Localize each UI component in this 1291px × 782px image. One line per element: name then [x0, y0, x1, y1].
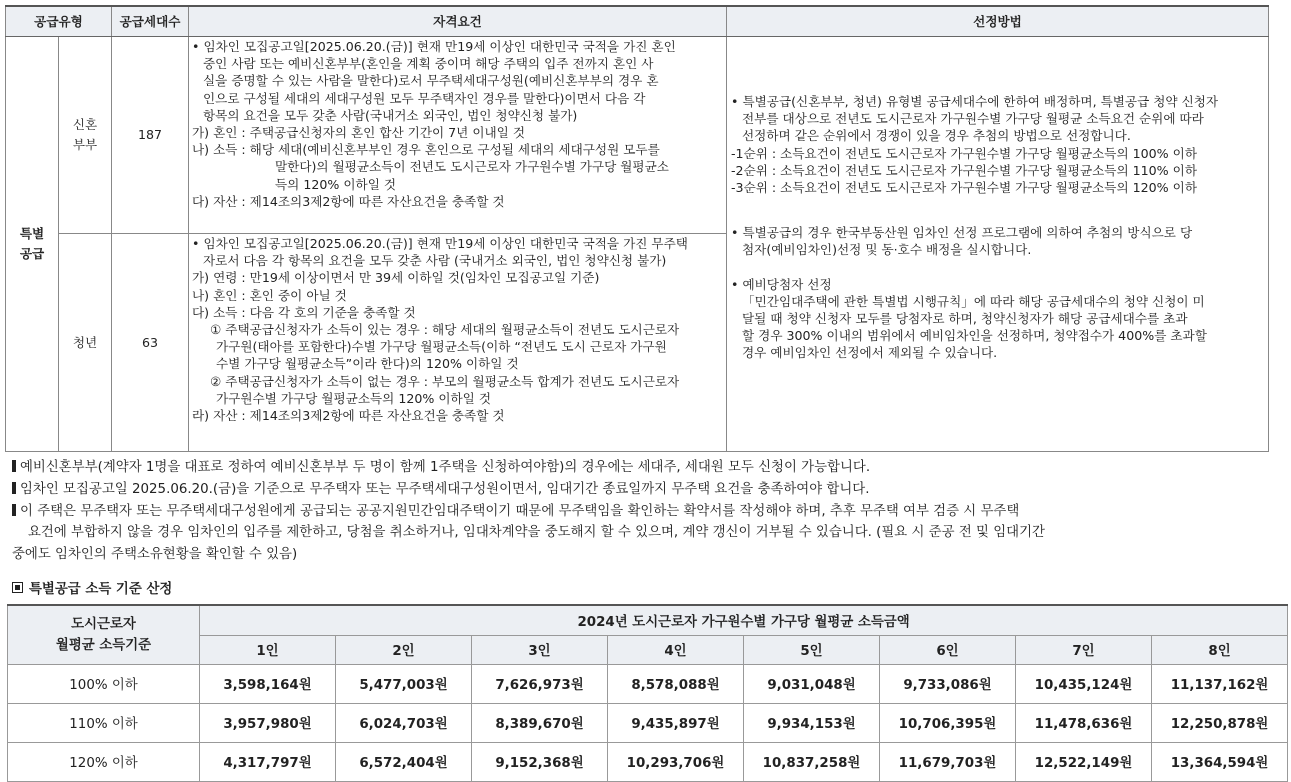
- selection-line: 「민간임대주택에 관한 특별법 시행규칙」에 따라 해당 공급세대수의 청약 신청이 미: [742, 293, 1205, 309]
- selection-line: • 예비당첨자 선정: [731, 276, 832, 292]
- note-text: 이 주택은 무주택자 또는 무주택세대구성원에게 공급되는 공공지원민간임대주택이기 때문에 무주택임을 확인하는 확약서를 작성해야 하며, 추후 무주택 여부 검증 시 무주택: [20, 503, 1020, 519]
- qualification-line: • 임차인 모집공고일[2025.06.20.(금)] 현재 만19세 이상인 대한민국 국적을 가진 무주택: [192, 236, 688, 251]
- column-header: 4인: [608, 635, 744, 664]
- income-cell: 8,389,670원: [472, 703, 608, 742]
- income-row-header: [8, 605, 200, 664]
- income-cell: 11,679,703원: [880, 742, 1016, 781]
- table-row: [8, 742, 1288, 781]
- households-newlywed: 187: [112, 37, 189, 234]
- income-row-label: 110% 이하: [8, 703, 200, 742]
- selection-line: -1순위 : 소득요건이 전년도 도시근로자 가구원수별 가구당 월평균소득의 100% 이하: [731, 145, 1197, 161]
- qualification-line: 가) 혼인 : 주택공급신청자의 혼인 합산 기간이 7년 이내일 것: [192, 125, 526, 141]
- column-header: 8인: [1152, 635, 1288, 664]
- column-header: 2인: [336, 635, 472, 664]
- header-selection: 선정방법: [727, 6, 1269, 37]
- income-row-header-line: 월평균 소득기준: [55, 637, 152, 653]
- qualification-youth: [189, 234, 727, 452]
- income-cell: 10,293,706원: [608, 742, 744, 781]
- note-item: [12, 479, 1282, 501]
- qualification-line: 득의 120% 이하일 것: [275, 176, 397, 192]
- income-cell: 10,706,395원: [880, 703, 1016, 742]
- note-text: 예비신혼부부(계약자 1명을 대표로 정하여 예비신혼부부 두 명이 함께 1주택을 신청하여야함)의 경우에는 세대주, 세대원 모두 신청이 가능합니다.: [20, 460, 871, 475]
- selection-line: 달될 때 청약 신청자 모두를 당첨자로 하며, 청약신청자가 해당 공급세대수를 초과: [742, 311, 1188, 327]
- note-continuation: 중에도 임차인의 주택소유현황을 확인할 수 있음): [12, 547, 298, 563]
- qualification-line: 자로서 다음 각 항목의 요건을 모두 갖춘 사람 (국내거소 외국인, 법인 청약신청 불가): [203, 253, 667, 269]
- note-text: 임차인 모집공고일 2025.06.20.(금)을 기준으로 무주택자 또는 무주택세대구성원이면서, 임대기간 종료일까지 무주택 요건을 충족하여야 합니다.: [20, 481, 870, 497]
- households-youth: 63: [112, 234, 189, 452]
- qualification-header-row: [6, 6, 1269, 37]
- header-qualification: 자격요건: [189, 6, 727, 37]
- income-cell: 5,477,003원: [336, 664, 472, 703]
- income-cell: 9,435,897원: [608, 703, 744, 742]
- income-cell: 3,598,164원: [200, 664, 336, 703]
- column-header: 6인: [880, 635, 1016, 664]
- income-cell: 3,957,980원: [200, 703, 336, 742]
- income-cell: 9,031,048원: [744, 664, 880, 703]
- qualification-line: 가구원(태아를 포함한다)수별 가구당 월평균소득(이하 “전년도 도시 근로자 가구원: [216, 339, 667, 355]
- qualification-line: 실을 증명할 수 있는 사람을 말한다)로서 무주택세대구성원(예비신혼부부의 경우 혼: [203, 73, 659, 89]
- selection-line: • 특별공급의 경우 한국부동산원 임차인 선정 프로그램에 의하여 추첨의 방식으로 당: [731, 225, 1193, 241]
- income-cell: 9,152,368원: [472, 742, 608, 781]
- income-cell: 6,024,703원: [336, 703, 472, 742]
- column-header: 1인: [200, 635, 336, 664]
- header-households: 공급세대수: [112, 6, 189, 37]
- square-bullet-icon: [12, 582, 23, 593]
- category-line: 부부: [72, 137, 98, 152]
- income-cell: 11,137,162원: [1152, 664, 1288, 703]
- table-row: [8, 703, 1288, 742]
- qualification-table: [5, 5, 1269, 452]
- qualification-line: ② 주택공급신청자가 소득이 없는 경우 : 부모의 월평균소득 합계가 전년도 도시근로자: [210, 373, 680, 389]
- qualification-line: 라) 자산 : 제14조의3제2항에 따른 자산요건을 충족할 것: [192, 408, 505, 424]
- qualification-line: 다) 자산 : 제14조의3제2항에 따른 자산요건을 충족할 것: [192, 193, 505, 209]
- income-group-header: 2024년 도시근로자 가구원수별 가구당 월평균 소득금액: [200, 605, 1288, 635]
- income-cell: 9,733,086원: [880, 664, 1016, 703]
- note-continuation: 요건에 부합하지 않을 경우 임차인의 입주를 제한하고, 당첨을 취소하거나, 임대차계약을 중도해지 할 수 있으며, 계약 갱신이 거부될 수 있습니다. (필요 시 준공 전 및 임대기간: [28, 525, 1045, 541]
- qualification-line: 인으로 구성될 세대의 세대구성원 모두 무주택자인 경우를 말한다)이면서 다음 각: [203, 90, 646, 106]
- income-columns-row: [8, 635, 1288, 664]
- qualification-line: 중인 사람 또는 예비신혼부부(혼인을 계획 중이며 해당 주택의 입주 전까지 혼인 사: [203, 56, 654, 72]
- income-cell: 6,572,404원: [336, 742, 472, 781]
- bullet-marker-icon: [12, 504, 16, 516]
- income-cell: 11,478,636원: [1016, 703, 1152, 742]
- income-cell: 12,522,149원: [1016, 742, 1152, 781]
- selection-line: 할 경우 300% 이내의 범위에서 예비임차인을 선정하며, 청약접수가 400%를 초과할: [742, 328, 1207, 344]
- category-newlywed: [59, 37, 112, 234]
- selection-line: 전부를 대상으로 전년도 도시근로자 가구원수별 가구당 월평균 소득요건 순위에 따라: [742, 111, 1204, 127]
- income-table: [7, 604, 1288, 782]
- qualification-line: 말한다)의 월평균소득이 전년도 도시근로자 가구원수별 가구당 월평균소: [275, 159, 669, 175]
- income-cell: 10,435,124원: [1016, 664, 1152, 703]
- income-cell: 10,837,258원: [744, 742, 880, 781]
- supply-type-line: 특별: [19, 226, 45, 241]
- income-cell: 8,578,088원: [608, 664, 744, 703]
- qualification-line: 가) 연령 : 만19세 이상이면서 만 39세 이하일 것(임차인 모집공고일 기준): [192, 270, 600, 286]
- qualification-line: 항목의 요건을 모두 갖춘 사람(국내거소 외국인, 법인 청약신청 불가): [203, 107, 578, 123]
- qualification-line: 가구원수별 가구당 월평균소득의 120% 이하일 것: [216, 390, 492, 406]
- category-youth: 청년: [59, 234, 112, 452]
- header-supply-type: 공급유형: [6, 6, 112, 37]
- qualification-line: ① 주택공급신청자가 소득이 있는 경우 : 해당 세대의 월평균소득이 전년도 도시근로자: [210, 322, 680, 338]
- column-header: 7인: [1016, 635, 1152, 664]
- income-header-row: [8, 605, 1288, 635]
- qualification-line: 다) 소득 : 다음 각 호의 기준을 충족할 것: [192, 304, 416, 320]
- income-row-label: 120% 이하: [8, 742, 200, 781]
- income-cell: 13,364,594원: [1152, 742, 1288, 781]
- category-line: 신혼: [72, 117, 98, 132]
- income-cell: 12,250,878원: [1152, 703, 1288, 742]
- selection-line: -3순위 : 소득요건이 전년도 도시근로자 가구원수별 가구당 월평균소득의 120% 이하: [731, 180, 1197, 196]
- table-row: [8, 664, 1288, 703]
- column-header: 3인: [472, 635, 608, 664]
- qualification-newlywed: [189, 37, 727, 234]
- supply-type-cell: [6, 37, 59, 452]
- qualification-line: 나) 소득 : 해당 세대(예비신혼부부인 경우 혼인으로 구성될 세대의 세대구성원 모두를: [192, 142, 660, 158]
- qualification-line: 나) 혼인 : 혼인 중이 아닐 것: [192, 287, 347, 303]
- qualification-line: 수별 가구당 월평균소득”이라 한다)의 120% 이하일 것: [216, 356, 519, 372]
- selection-line: 경우 예비임차인 선정에서 제외될 수 있습니다.: [742, 345, 998, 361]
- section-title-text: 특별공급 소득 기준 산정: [29, 582, 173, 597]
- selection-line: • 특별공급(신혼부부, 청년) 유형별 공급세대수에 한하여 배정하며, 특별공급 청약 신청자: [731, 94, 1219, 109]
- bullet-marker-icon: [12, 482, 16, 494]
- note-item: [12, 501, 1282, 523]
- qualification-line: • 임차인 모집공고일[2025.06.20.(금)] 현재 만19세 이상인 대한민국 국적을 가진 혼인: [192, 39, 676, 54]
- selection-line: 첨자(예비임차인)선정 및 동·호수 배정을 실시합니다.: [742, 242, 1032, 258]
- selection-method-cell: [727, 37, 1269, 452]
- column-header: 5인: [744, 635, 880, 664]
- supply-type-line: 공급: [19, 246, 45, 261]
- selection-line: -2순위 : 소득요건이 전년도 도시근로자 가구원수별 가구당 월평균소득의 110% 이하: [731, 162, 1197, 178]
- notes-section: [12, 457, 1282, 566]
- bullet-marker-icon: [12, 460, 16, 472]
- selection-line: 선정하며 같은 순위에서 경쟁이 있을 경우 추첨의 방법으로 선정합니다.: [742, 128, 1131, 144]
- note-item: [12, 457, 1282, 479]
- income-cell: 9,934,153원: [744, 703, 880, 742]
- income-cell: 7,626,973원: [472, 664, 608, 703]
- section-title: [12, 578, 172, 597]
- income-row-header-line: 도시근로자: [71, 616, 136, 632]
- income-row-label: 100% 이하: [8, 664, 200, 703]
- income-cell: 4,317,797원: [200, 742, 336, 781]
- table-row: [6, 37, 1269, 234]
